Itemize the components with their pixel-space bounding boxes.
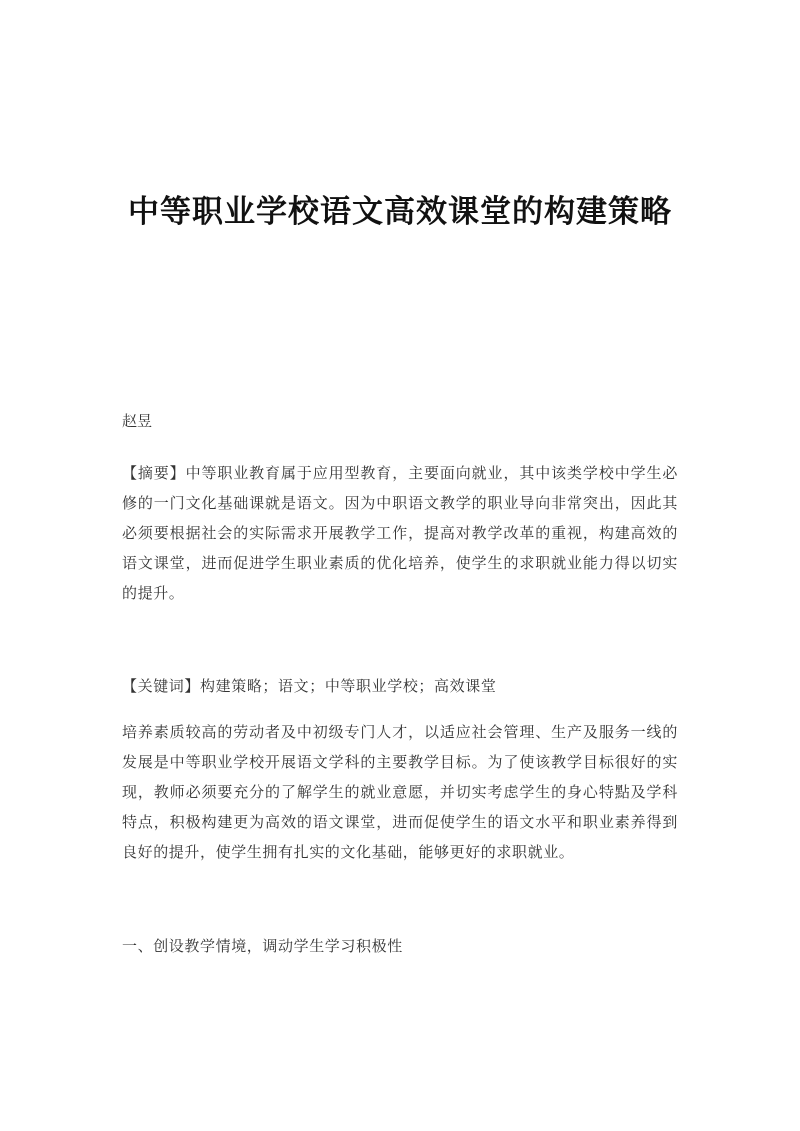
- keywords-paragraph: [122, 671, 678, 701]
- document-title: 中等职业学校语文高效课堂的构建策略: [128, 194, 672, 230]
- keywords-label: 【关键词】: [122, 677, 201, 695]
- abstract-paragraph: [122, 458, 678, 608]
- body-paragraph: 培养素质较高的劳动者及中初级专门人才，以适应社会管理、生产及服务一线的发展是中等职业学校开展语文学科的主要教学目标。为了使该教学目标很好的实现，教师必须要充分的了解学生的就业意愿，并切实考虑学生的身心特點及学科特点，积极构建更为高效的语文课堂，进而促使学生的语文水平和职业素养得到良好的提升，使学生拥有扎实的文化基础，能够更好的求职就业。: [122, 723, 678, 861]
- author-name: 赵昱: [122, 412, 153, 430]
- section-heading: 一、创设教学情境，调动学生学习积极性: [122, 937, 403, 955]
- abstract-text: 中等职业教育属于应用型教育，主要面向就业，其中该类学校中学生必修的一门文化基础课就是语文。因为中职语文教学的职业导向非常突出，因此其必须要根据社会的实际需求开展教学工作，提高对教学改革的重视，构建高效的语文课堂，进而促进学生职业素质的优化培养，使学生的求职就业能力得以切实的提升。: [122, 464, 678, 602]
- abstract-label: 【摘要】: [122, 464, 186, 482]
- keywords-text: 构建策略；语文；中等职业学校；高效课堂: [200, 677, 497, 695]
